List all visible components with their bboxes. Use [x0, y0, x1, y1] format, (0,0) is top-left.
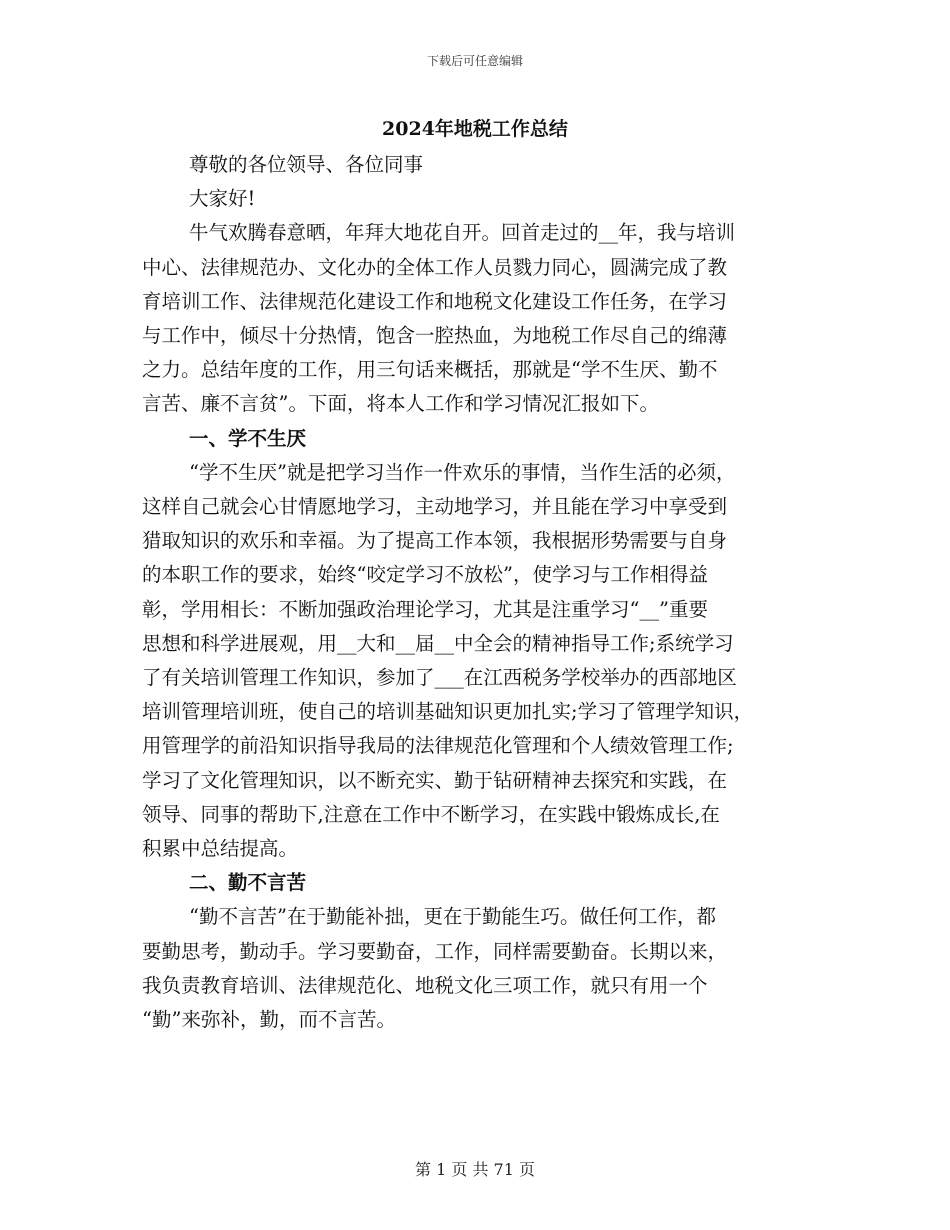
body-line: 我负责教育培训、法律规范化、地税文化三项工作，就只有用一个 [142, 973, 708, 997]
body-line: 培训管理培训班，使自己的培训基础知识更加扎实;学习了管理学知识， [142, 700, 754, 724]
body-line: 积累中总结提高。 [142, 837, 299, 861]
body-line: 学习了文化管理知识，以不断充实、勤于钻研精神去探究和实践，在 [142, 768, 728, 792]
body-line: 彰，学用相长：不断加强政治理论学习，尤其是注重学习“__”重要 [142, 597, 708, 621]
body-line: 育培训工作、法律规范化建设工作和地税文化建设工作任务，在学习 [142, 289, 728, 313]
body-line: 大家好! [189, 187, 256, 211]
body-line: 中心、法律规范办、文化办的全体工作人员戮力同心，圆满完成了教 [142, 255, 728, 279]
body-line: 思想和科学进展观，用__大和__届__中全会的精神指导工作;系统学习 [142, 631, 734, 655]
body-line: “学不生厌”就是把学习当作一件欢乐的事情，当作生活的必须， [189, 460, 736, 484]
body-line: “勤”来弥补，勤，而不言苦。 [142, 1008, 396, 1032]
body-line: 领导、同事的帮助下,注意在工作中不断学习，在实践中锻炼成长,在 [142, 802, 720, 826]
body-line: 牛气欢腾春意晒，年拜大地花自开。回首走过的__年，我与培训 [189, 221, 736, 245]
page-number: 第 1 页 共 71 页 [415, 1160, 535, 1179]
document-body [142, 148, 814, 1037]
body-line: 的本职工作的要求，始终“咬定学习不放松”，使学习与工作相得益 [142, 563, 708, 587]
body-line: 之力。总结年度的工作，用三句话来概括，那就是“学不生厌、勤不 [142, 358, 718, 382]
header-note: 下载后可任意编辑 [426, 54, 523, 68]
body-line: 这样自己就会心甘情愿地学习，主动地学习，并且能在学习中享受到 [142, 495, 728, 519]
section-heading: 二、勤不言苦 [189, 871, 307, 895]
body-line: 与工作中，倾尽十分热情，饱含一腔热血，为地税工作尽自己的绵薄 [142, 324, 728, 348]
body-line: 尊敬的各位领导、各位同事 [189, 153, 424, 176]
body-line: “勤不言苦”在于勤能补拙，更在于勤能生巧。做任何工作，都 [189, 905, 716, 929]
body-line: 猎取知识的欢乐和幸福。为了提高工作本领，我根据形势需要与自身 [142, 529, 728, 553]
section-heading: 一、学不生厌 [189, 426, 307, 450]
body-line: 要勤思考，勤动手。学习要勤奋，工作，同样需要勤奋。长期以来， [142, 939, 728, 963]
body-line: 了有关培训管理工作知识，参加了___在江西税务学校举办的西部地区 [142, 666, 737, 690]
body-line: 言苦、廉不言贫”。下面，将本人工作和学习情况汇报如下。 [142, 392, 659, 416]
body-line: 用管理学的前沿知识指导我局的法律规范化管理和个人绩效管理工作; [142, 734, 734, 758]
document-title: 2024年地税工作总结 [382, 118, 568, 140]
